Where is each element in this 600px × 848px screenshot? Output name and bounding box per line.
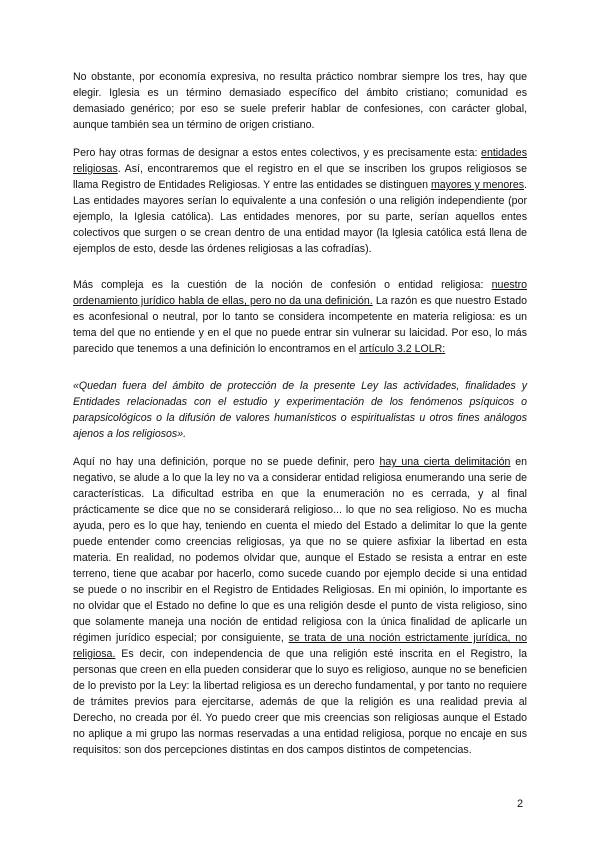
underlined-phrase-delimitation: hay una cierta delimitación bbox=[379, 456, 511, 468]
paragraph-legal-notion bbox=[73, 277, 527, 357]
paragraph-religious-entities bbox=[73, 145, 527, 257]
underlined-phrase-juridical-notion: se trata de una noción estrictamente jurídica, no religiosa. bbox=[73, 632, 527, 660]
legal-quotation bbox=[73, 378, 527, 442]
paragraph-text: Aquí no hay una definición, porque no se puede definir, pero bbox=[73, 456, 380, 468]
paragraph-text: . Las entidades mayores serían lo equivalente a una confesión o una religión independiente (por ejemplo, la Iglesia católica). Las entidades menores, por su parte, serían aquellos entes colectivos que surgen o se crean dentro de una entidad mayor (la Iglesia católica está llena de ejemplos de esto, desde las órdenes religiosas a las cofradías). bbox=[73, 179, 527, 255]
underlined-article-reference: artículo 3.2 LOLR: bbox=[359, 343, 446, 355]
paragraph-text: en negativo, se alude a lo que la ley no va a considerar entidad religiosa enumerando una serie de características. La dificultad estriba en que la enumeración no es cerrada, y al final prácticamente se dice que no se considerará religioso... lo que no sea religioso. No es mucha ayuda, pero es lo que hay, teniendo en cuenta el miedo del Estado a delimitar lo que la gente puede entender como creencias religiosas, ya que no se quiere asfixiar la libertad en esta materia. En realidad, no podemos olvidar que, aunque el Estado se resista a entrar en este terreno, tiene que acabar por hacerlo, como sucede cuando por ejemplo decide si una entidad se puede o no inscribir en el Registro de Entidades Religiosas. En mi opinión, lo importante es no olvidar que el Estado no define lo que es una religión desde el punto de vista religioso, sino que solamente maneja una noción de entidad religiosa con la única finalidad de aplicarle un régimen jurídico especial; por consiguiente, bbox=[73, 456, 527, 644]
underlined-term-mayores-menores: mayores y menores bbox=[430, 179, 525, 191]
paragraph-text: Más compleja es la cuestión de la noción de confesión o entidad religiosa: bbox=[73, 279, 492, 291]
paragraph-text: La razón es que nuestro Estado es aconfesional o neutral, por lo tanto se considera incompetente en materia religiosa: es un tema del que no entiende y en el que no puede entrar sin vulnerar su laicidad. Por eso, lo más parecido que tenemos a una definición lo encontramos en el bbox=[73, 295, 528, 355]
paragraph-text: . Así, encontraremos que el registro en el que se inscriben los grupos religiosos se llama Registro de Entidades Religiosas. Y entre las entidades se distinguen bbox=[73, 163, 527, 191]
paragraph-confession-terms bbox=[73, 69, 527, 133]
paragraph-text: Es decir, con independencia de que una religión esté inscrita en el Registro, la personas que creen en ella pueden considerar que lo suyo es religioso, aunque no se beneficien de lo previsto por la Ley: la libertad religiosa es un derecho fundamental, y por tanto no requiere de trámites previos para ejercitarse, además de que la religión es una realidad previa al Derecho, no creada por él. Yo puedo creer que mis creencias son religiosas aunque el Estado no aplique a mi grupo las normas reservadas a una entidad religiosa, porque no encaje en sus requisitos: son dos percepciones distintas en dos campos distintos de competencias. bbox=[73, 648, 527, 756]
paragraph-text: Pero hay otras formas de designar a estos entes colectivos, y es precisamente esta: bbox=[73, 147, 482, 159]
paragraph-delimitation bbox=[73, 454, 527, 758]
underlined-term-entidades-religiosas: entidades religiosas bbox=[73, 147, 527, 175]
quotation-text: «Quedan fuera del ámbito de protección de la presente Ley las actividades, finalidades y Entidades relacionadas con el estudio y experimentación de los fenómenos psíquicos o parapsicológicos o la difusión de valores humanísticos o espiritualistas u otros fines análogos ajenos a los religiosos». bbox=[73, 380, 527, 440]
paragraph-text: No obstante, por economía expresiva, no resulta práctico nombrar siempre los tres, hay que elegir. Iglesia es un término demasiado específico del ámbito cristiano; comunidad es demasiado genérico; por eso se suele preferir hablar de confesiones, con carácter global, aunque también sea un término de origen cristiano. bbox=[73, 71, 527, 131]
underlined-phrase-no-definition: nuestro ordenamiento jurídico habla de ellas, pero no da una definición. bbox=[73, 279, 527, 307]
page-number: 2 bbox=[517, 798, 524, 810]
